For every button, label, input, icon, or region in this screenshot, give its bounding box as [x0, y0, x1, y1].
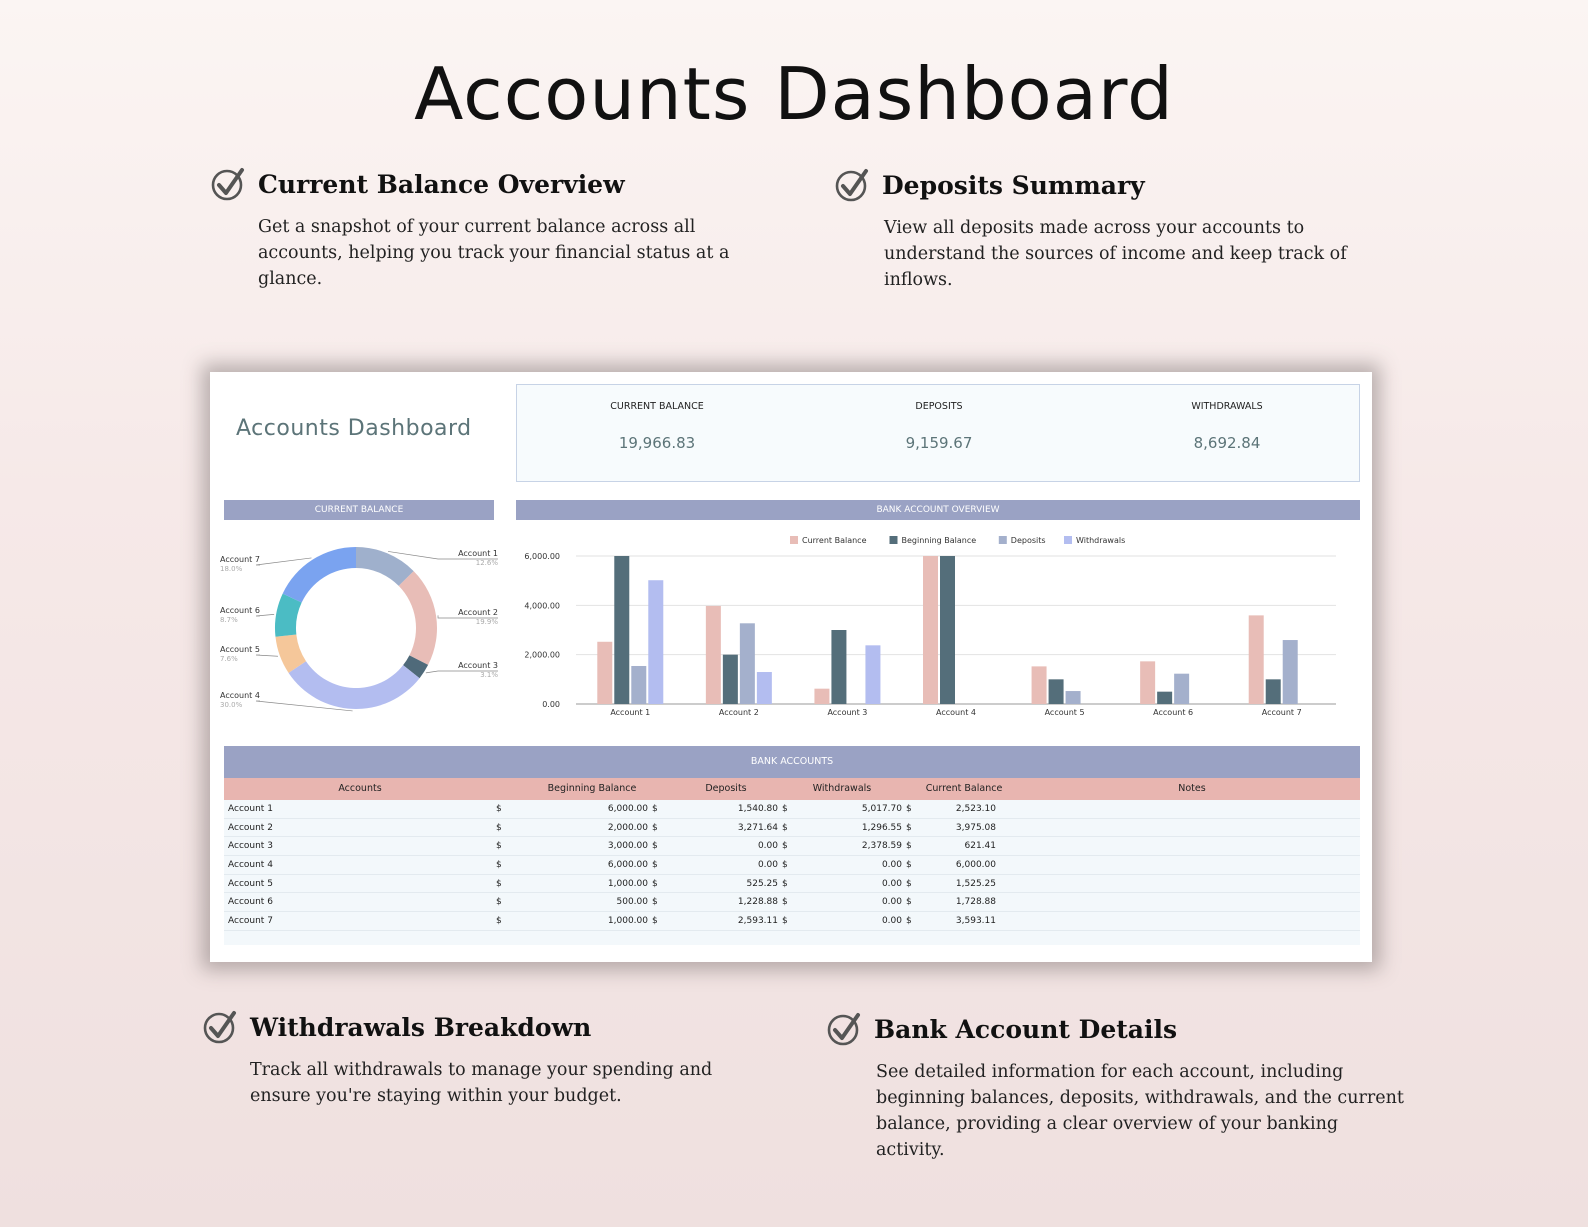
currency-cell: $ [906, 822, 912, 833]
deposits-cell: 0.00 [757, 860, 778, 871]
currency-cell: $ [652, 878, 658, 889]
kpi-panel [516, 384, 1360, 482]
table-row [224, 819, 1360, 838]
table-row [224, 912, 1360, 931]
bar-chart [516, 520, 1360, 730]
donut-percent-label: 30.0% [220, 701, 243, 709]
y-tick-label: 6,000.00 [524, 552, 560, 561]
bar [1249, 615, 1264, 704]
table-row [224, 856, 1360, 875]
currency-cell: $ [782, 822, 788, 833]
currency-cell: $ [782, 897, 788, 908]
feature-text: See detailed information for each account, including beginning balances, deposits, withdrawals, and the current balance, providing a clear overview of your banking activity. [876, 1062, 1404, 1160]
current-balance-cell: 621.41 [964, 841, 996, 852]
notes-cell [1000, 875, 1360, 893]
bar [1032, 666, 1047, 704]
account-name-cell: Account 6 [228, 897, 273, 908]
y-tick-label: 2,000.00 [524, 650, 560, 660]
donut-percent-label: 8.7% [220, 616, 238, 624]
currency-cell: $ [906, 897, 912, 908]
notes-cell [1000, 819, 1360, 837]
kpi-label: DEPOSITS [915, 401, 963, 412]
bank-accounts-table [224, 746, 1360, 945]
bar [940, 556, 955, 704]
donut-percent-label: 7.6% [220, 655, 238, 663]
bar [706, 606, 721, 704]
bar [740, 623, 755, 704]
current-balance-cell: 1,525.25 [955, 878, 996, 889]
x-tick-label: Account 7 [1261, 708, 1302, 717]
current-balance-cell: 2,523.10 [955, 804, 996, 814]
feature-title: Current Balance Overview [258, 169, 625, 199]
table-footer-row [224, 931, 1360, 945]
feature-text: View all deposits made across your accounts to understand the sources of income and keep track of inflows. [884, 218, 1347, 290]
current-balance-cell: 1,728.88 [955, 897, 996, 908]
account-name-cell: Account 5 [228, 878, 273, 889]
deposits-cell: 525.25 [746, 878, 778, 889]
table-body [224, 800, 1360, 931]
beginning-balance-cell: 6,000.00 [607, 860, 648, 871]
deposits-cell: 1,540.80 [737, 804, 778, 814]
page-title: Accounts Dashboard [414, 52, 1174, 136]
bank-accounts-header: BANK ACCOUNTS [224, 746, 1360, 778]
donut-category-label: Account 6 [220, 606, 260, 615]
feature-text: Track all withdrawals to manage your spending and ensure you're staying within your budget. [250, 1060, 713, 1106]
x-tick-label: Account 3 [827, 708, 868, 717]
bar [614, 556, 629, 704]
column-header: Notes [1178, 783, 1206, 794]
bar [723, 655, 738, 704]
x-tick-label: Account 2 [718, 708, 759, 717]
currency-cell: $ [652, 822, 658, 833]
table-header [224, 778, 1360, 800]
donut-slice [283, 547, 356, 603]
currency-cell: $ [906, 916, 912, 927]
kpi-value: 8,692.84 [1193, 434, 1261, 452]
donut-percent-label: 19.9% [475, 618, 498, 626]
donut-category-label: Account 4 [220, 691, 260, 700]
x-tick-label: Account 6 [1153, 708, 1194, 717]
withdrawals-cell: 0.00 [881, 860, 902, 871]
account-name-cell: Account 1 [228, 804, 273, 814]
bar [597, 642, 612, 704]
feature-current-balance [210, 166, 770, 292]
table-row [224, 800, 1360, 819]
y-tick-label: 4,000.00 [524, 601, 560, 611]
donut-slice [289, 661, 420, 709]
currency-cell: $ [652, 860, 658, 871]
kpi-label: CURRENT BALANCE [610, 401, 704, 412]
withdrawals-cell: 0.00 [881, 916, 902, 927]
bar [1157, 692, 1172, 704]
feature-title: Deposits Summary [882, 170, 1145, 200]
deposits-cell: 0.00 [757, 841, 778, 852]
currency-cell: $ [906, 878, 912, 889]
donut-category-label: Account 1 [458, 549, 498, 558]
bar [814, 689, 829, 704]
bar [1140, 661, 1155, 704]
withdrawals-cell: 2,378.59 [861, 841, 902, 852]
bar [1049, 679, 1064, 704]
x-tick-label: Account 1 [610, 708, 651, 717]
current-balance-header: CURRENT BALANCE [224, 500, 494, 520]
column-header: Beginning Balance [547, 783, 637, 794]
currency-cell: $ [782, 860, 788, 871]
donut-slice [399, 571, 437, 665]
feature-text: Get a snapshot of your current balance across all accounts, helping you track your financial status at a glance. [258, 217, 730, 289]
current-balance-cell: 3,975.08 [955, 822, 996, 833]
currency-cell: $ [496, 860, 502, 871]
currency-cell: $ [782, 916, 788, 927]
bar [1066, 691, 1081, 704]
donut-category-label: Account 3 [458, 661, 498, 670]
beginning-balance-cell: 2,000.00 [607, 822, 648, 833]
donut-percent-label: 18.0% [220, 565, 243, 573]
feature-withdrawals-breakdown [202, 1009, 762, 1109]
donut-percent-label: 12.6% [475, 559, 498, 567]
table-row [224, 837, 1360, 856]
bank-overview-header: BANK ACCOUNT OVERVIEW [516, 500, 1360, 520]
table-row [224, 875, 1360, 894]
kpi-label: WITHDRAWALS [1191, 401, 1263, 412]
account-name-cell: Account 3 [228, 841, 273, 852]
legend-label: Beginning Balance [901, 536, 977, 545]
currency-cell: $ [782, 841, 788, 852]
beginning-balance-cell: 3,000.00 [607, 841, 648, 852]
donut-category-label: Account 7 [220, 555, 260, 564]
donut-percent-label: 3.1% [480, 671, 498, 679]
check-circle-icon [202, 1009, 238, 1045]
withdrawals-cell: 0.00 [881, 878, 902, 889]
current-balance-cell: 3,593.11 [955, 916, 996, 927]
feature-title: Bank Account Details [874, 1014, 1178, 1044]
account-name-cell: Account 2 [228, 822, 273, 833]
currency-cell: $ [496, 916, 502, 927]
bar [757, 672, 772, 704]
feature-title: Withdrawals Breakdown [250, 1012, 592, 1042]
donut-leader-line [256, 558, 311, 565]
donut-category-label: Account 2 [458, 608, 498, 617]
legend-label: Withdrawals [1076, 536, 1126, 545]
notes-cell [1000, 893, 1360, 911]
deposits-cell: 3,271.64 [737, 822, 778, 833]
check-circle-icon [210, 166, 246, 202]
feature-deposits-summary [834, 167, 1394, 293]
column-header: Withdrawals [812, 783, 872, 794]
currency-cell: $ [906, 804, 912, 814]
account-name-cell: Account 4 [228, 860, 273, 871]
column-header: Accounts [338, 783, 382, 794]
x-tick-label: Account 4 [936, 708, 976, 717]
bar [631, 666, 646, 704]
withdrawals-cell: 5,017.70 [861, 804, 902, 814]
legend-swatch [890, 536, 898, 544]
x-tick-label: Account 5 [1044, 708, 1085, 717]
check-circle-icon [826, 1011, 862, 1047]
currency-cell: $ [496, 897, 502, 908]
table-row [224, 893, 1360, 912]
bar [1283, 640, 1298, 704]
currency-cell: $ [496, 841, 502, 852]
legend-swatch [1064, 536, 1072, 544]
notes-cell [1000, 912, 1360, 930]
legend-label: Deposits [1010, 536, 1046, 545]
kpi-value: 9,159.67 [905, 434, 973, 452]
deposits-cell: 1,228.88 [737, 897, 778, 908]
column-header: Deposits [705, 783, 747, 794]
deposits-cell: 2,593.11 [737, 916, 778, 927]
currency-cell: $ [496, 822, 502, 833]
dashboard-title: Accounts Dashboard [236, 416, 472, 441]
donut-leader-line [256, 655, 278, 656]
kpi-current-balance [517, 385, 797, 452]
bar [831, 630, 846, 704]
beginning-balance-cell: 1,000.00 [607, 878, 648, 889]
current-balance-cell: 6,000.00 [955, 860, 996, 871]
column-header: Current Balance [925, 783, 1003, 794]
currency-cell: $ [906, 841, 912, 852]
withdrawals-cell: 1,296.55 [861, 822, 902, 833]
notes-cell [1000, 800, 1360, 818]
legend-swatch [999, 536, 1007, 544]
donut-chart [216, 540, 506, 740]
bar [923, 556, 938, 704]
account-name-cell: Account 7 [228, 916, 273, 927]
currency-cell: $ [906, 860, 912, 871]
kpi-value: 19,966.83 [618, 434, 696, 452]
kpi-deposits [799, 385, 1079, 452]
check-circle-icon [834, 167, 870, 203]
notes-cell [1000, 856, 1360, 874]
beginning-balance-cell: 6,000.00 [607, 804, 648, 814]
beginning-balance-cell: 500.00 [616, 897, 648, 908]
legend-swatch [790, 536, 798, 544]
withdrawals-cell: 0.00 [881, 897, 902, 908]
currency-cell: $ [652, 841, 658, 852]
currency-cell: $ [496, 878, 502, 889]
currency-cell: $ [652, 804, 658, 814]
feature-bank-account-details [826, 1011, 1406, 1163]
donut-category-label: Account 5 [220, 645, 260, 654]
bar [1174, 674, 1189, 704]
notes-cell [1000, 837, 1360, 855]
bar [1266, 679, 1281, 704]
y-tick-label: 0.00 [542, 700, 560, 709]
currency-cell: $ [782, 878, 788, 889]
currency-cell: $ [782, 804, 788, 814]
legend-label: Current Balance [802, 536, 867, 545]
dashboard-screenshot [210, 372, 1372, 962]
bar [648, 580, 663, 704]
currency-cell: $ [496, 804, 502, 814]
currency-cell: $ [652, 916, 658, 927]
beginning-balance-cell: 1,000.00 [607, 916, 648, 927]
kpi-withdrawals [1087, 385, 1367, 452]
currency-cell: $ [652, 897, 658, 908]
bar [865, 645, 880, 704]
